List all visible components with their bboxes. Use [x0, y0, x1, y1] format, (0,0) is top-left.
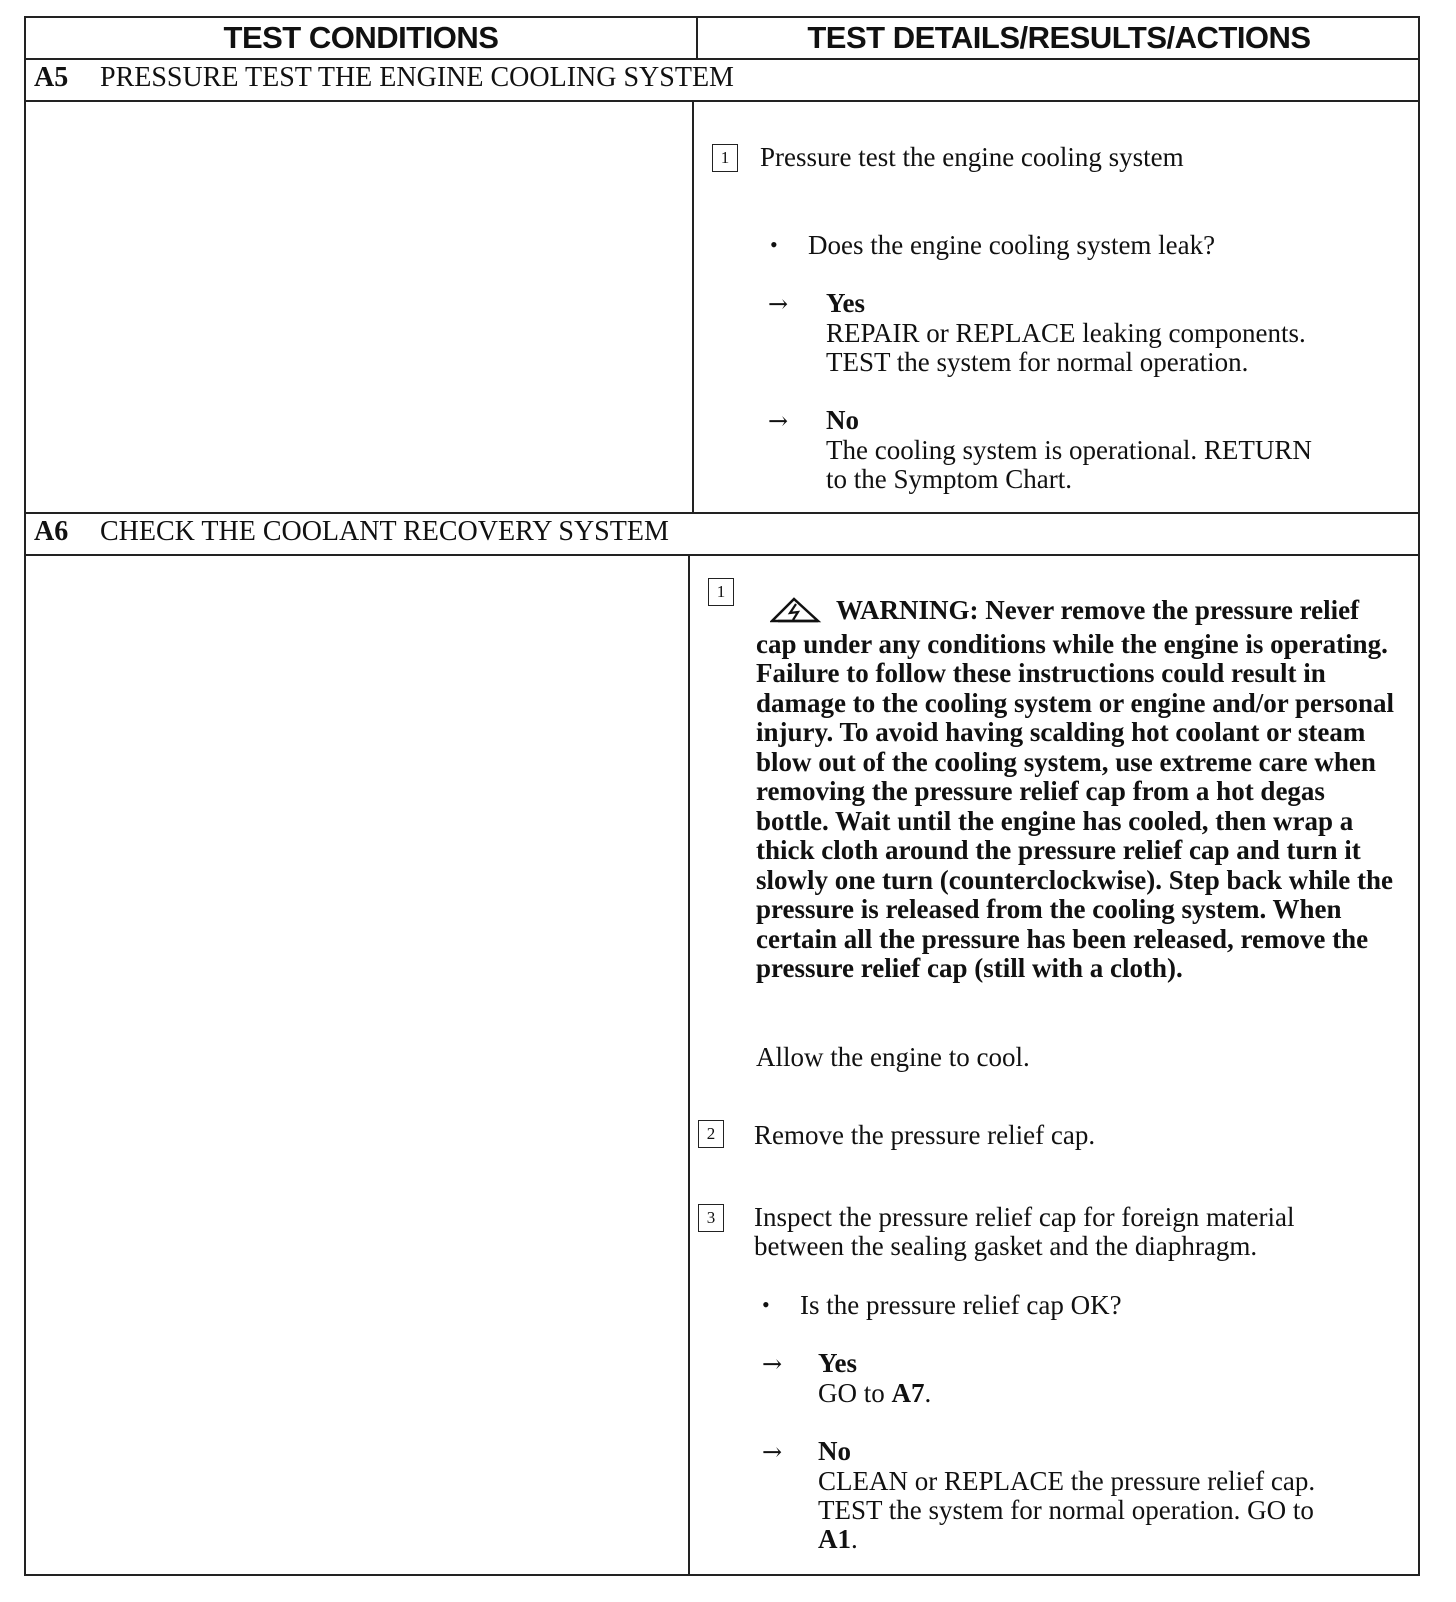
a6-question-bullet: • — [762, 1292, 770, 1317]
a6-step-2-box: 2 — [698, 1120, 724, 1148]
a6-step-3-text-1: Inspect the pressure relief cap for foreign material — [754, 1202, 1295, 1232]
a6-title-rule — [26, 554, 1418, 556]
a5-yes-action-2: TEST the system for normal operation. — [826, 347, 1249, 377]
section-a5-id: A5 — [34, 62, 69, 93]
a6-column-divider — [688, 554, 690, 1576]
diagnostic-table — [24, 16, 1420, 1576]
a5-question: Does the engine cooling system leak? — [808, 230, 1216, 260]
a6-step-2-text: Remove the pressure relief cap. — [754, 1120, 1096, 1150]
a6-step-3-box: 3 — [698, 1204, 724, 1232]
section-a5-heading: PRESSURE TEST THE ENGINE COOLING SYSTEM — [100, 62, 734, 93]
a5-step-1-box: 1 — [712, 144, 738, 172]
a6-question: Is the pressure relief cap OK? — [800, 1290, 1122, 1320]
a6-yes-prefix: GO to — [818, 1378, 892, 1408]
a6-warning-text: WARNING: Never remove the pressure relief cap under any conditions while the engine is operating. Failure to follow these instructions could result in damage to the cooling system or engine and/or personal injury. To avoid having scalding hot coolant or steam blow out of the cooling system, use extreme care when removing the pressure relief cap from a hot degas bottle. Wait until the engine has cooled, then wrap a thick cloth around the pressure relief cap and turn it slowly one turn (counterclockwise). Step back while the pressure is released from the cooling system. When certain all the pressure has been released, remove the pressure relief cap (still with a cloth). — [756, 595, 1394, 983]
a6-step-1-text: Allow the engine to cool. — [756, 1042, 1030, 1072]
a5-no-label: No — [826, 405, 859, 435]
right-arrow-icon: → — [762, 1350, 783, 1378]
section-a6-id: A6 — [34, 516, 69, 547]
a6-step-3-text-2: between the sealing gasket and the diaphragm. — [754, 1231, 1258, 1261]
a5-step-1-text: Pressure test the engine cooling system — [760, 142, 1184, 172]
a6-no-action-3 — [818, 1524, 858, 1554]
a5-no-action-2: to the Symptom Chart. — [826, 464, 1072, 494]
section-a6-title — [34, 516, 669, 548]
a5-yes-action-1: REPAIR or REPLACE leaking components. — [826, 318, 1306, 348]
a5-question-bullet: • — [770, 232, 778, 257]
a6-yes-label: Yes — [818, 1348, 857, 1378]
right-arrow-icon: → — [768, 407, 789, 435]
a5-column-divider — [692, 100, 694, 512]
a6-no-action-1: CLEAN or REPLACE the pressure relief cap. — [818, 1466, 1316, 1496]
a5-title-rule — [26, 100, 1418, 102]
a6-step-1-box: 1 — [708, 578, 734, 606]
a6-warning-block — [756, 596, 1396, 984]
header-test-details: TEST DETAILS/RESULTS/ACTIONS — [807, 20, 1311, 55]
a6-no-action-2: TEST the system for normal operation. GO to — [818, 1495, 1314, 1525]
a5-no-action-1: The cooling system is operational. RETURN — [826, 435, 1312, 465]
section-a6-heading: CHECK THE COOLANT RECOVERY SYSTEM — [100, 516, 669, 547]
header-test-conditions: TEST CONDITIONS — [223, 20, 499, 55]
right-arrow-icon: → — [762, 1438, 783, 1466]
a6-no-label: No — [818, 1436, 851, 1466]
header-divider — [696, 18, 698, 58]
section-a5-title — [34, 62, 734, 94]
a6-top-rule — [26, 512, 1418, 514]
a6-yes-ref[interactable]: A7 — [891, 1378, 925, 1408]
a6-no-ref[interactable]: A1 — [818, 1524, 851, 1554]
a5-yes-label: Yes — [826, 288, 865, 318]
a6-yes-action — [818, 1378, 931, 1408]
header-rule — [26, 58, 1418, 60]
a6-yes-suffix: . — [924, 1378, 932, 1408]
a6-no-suffix: . — [851, 1524, 858, 1554]
warning-triangle-icon — [770, 597, 822, 630]
right-arrow-icon: → — [768, 290, 789, 318]
